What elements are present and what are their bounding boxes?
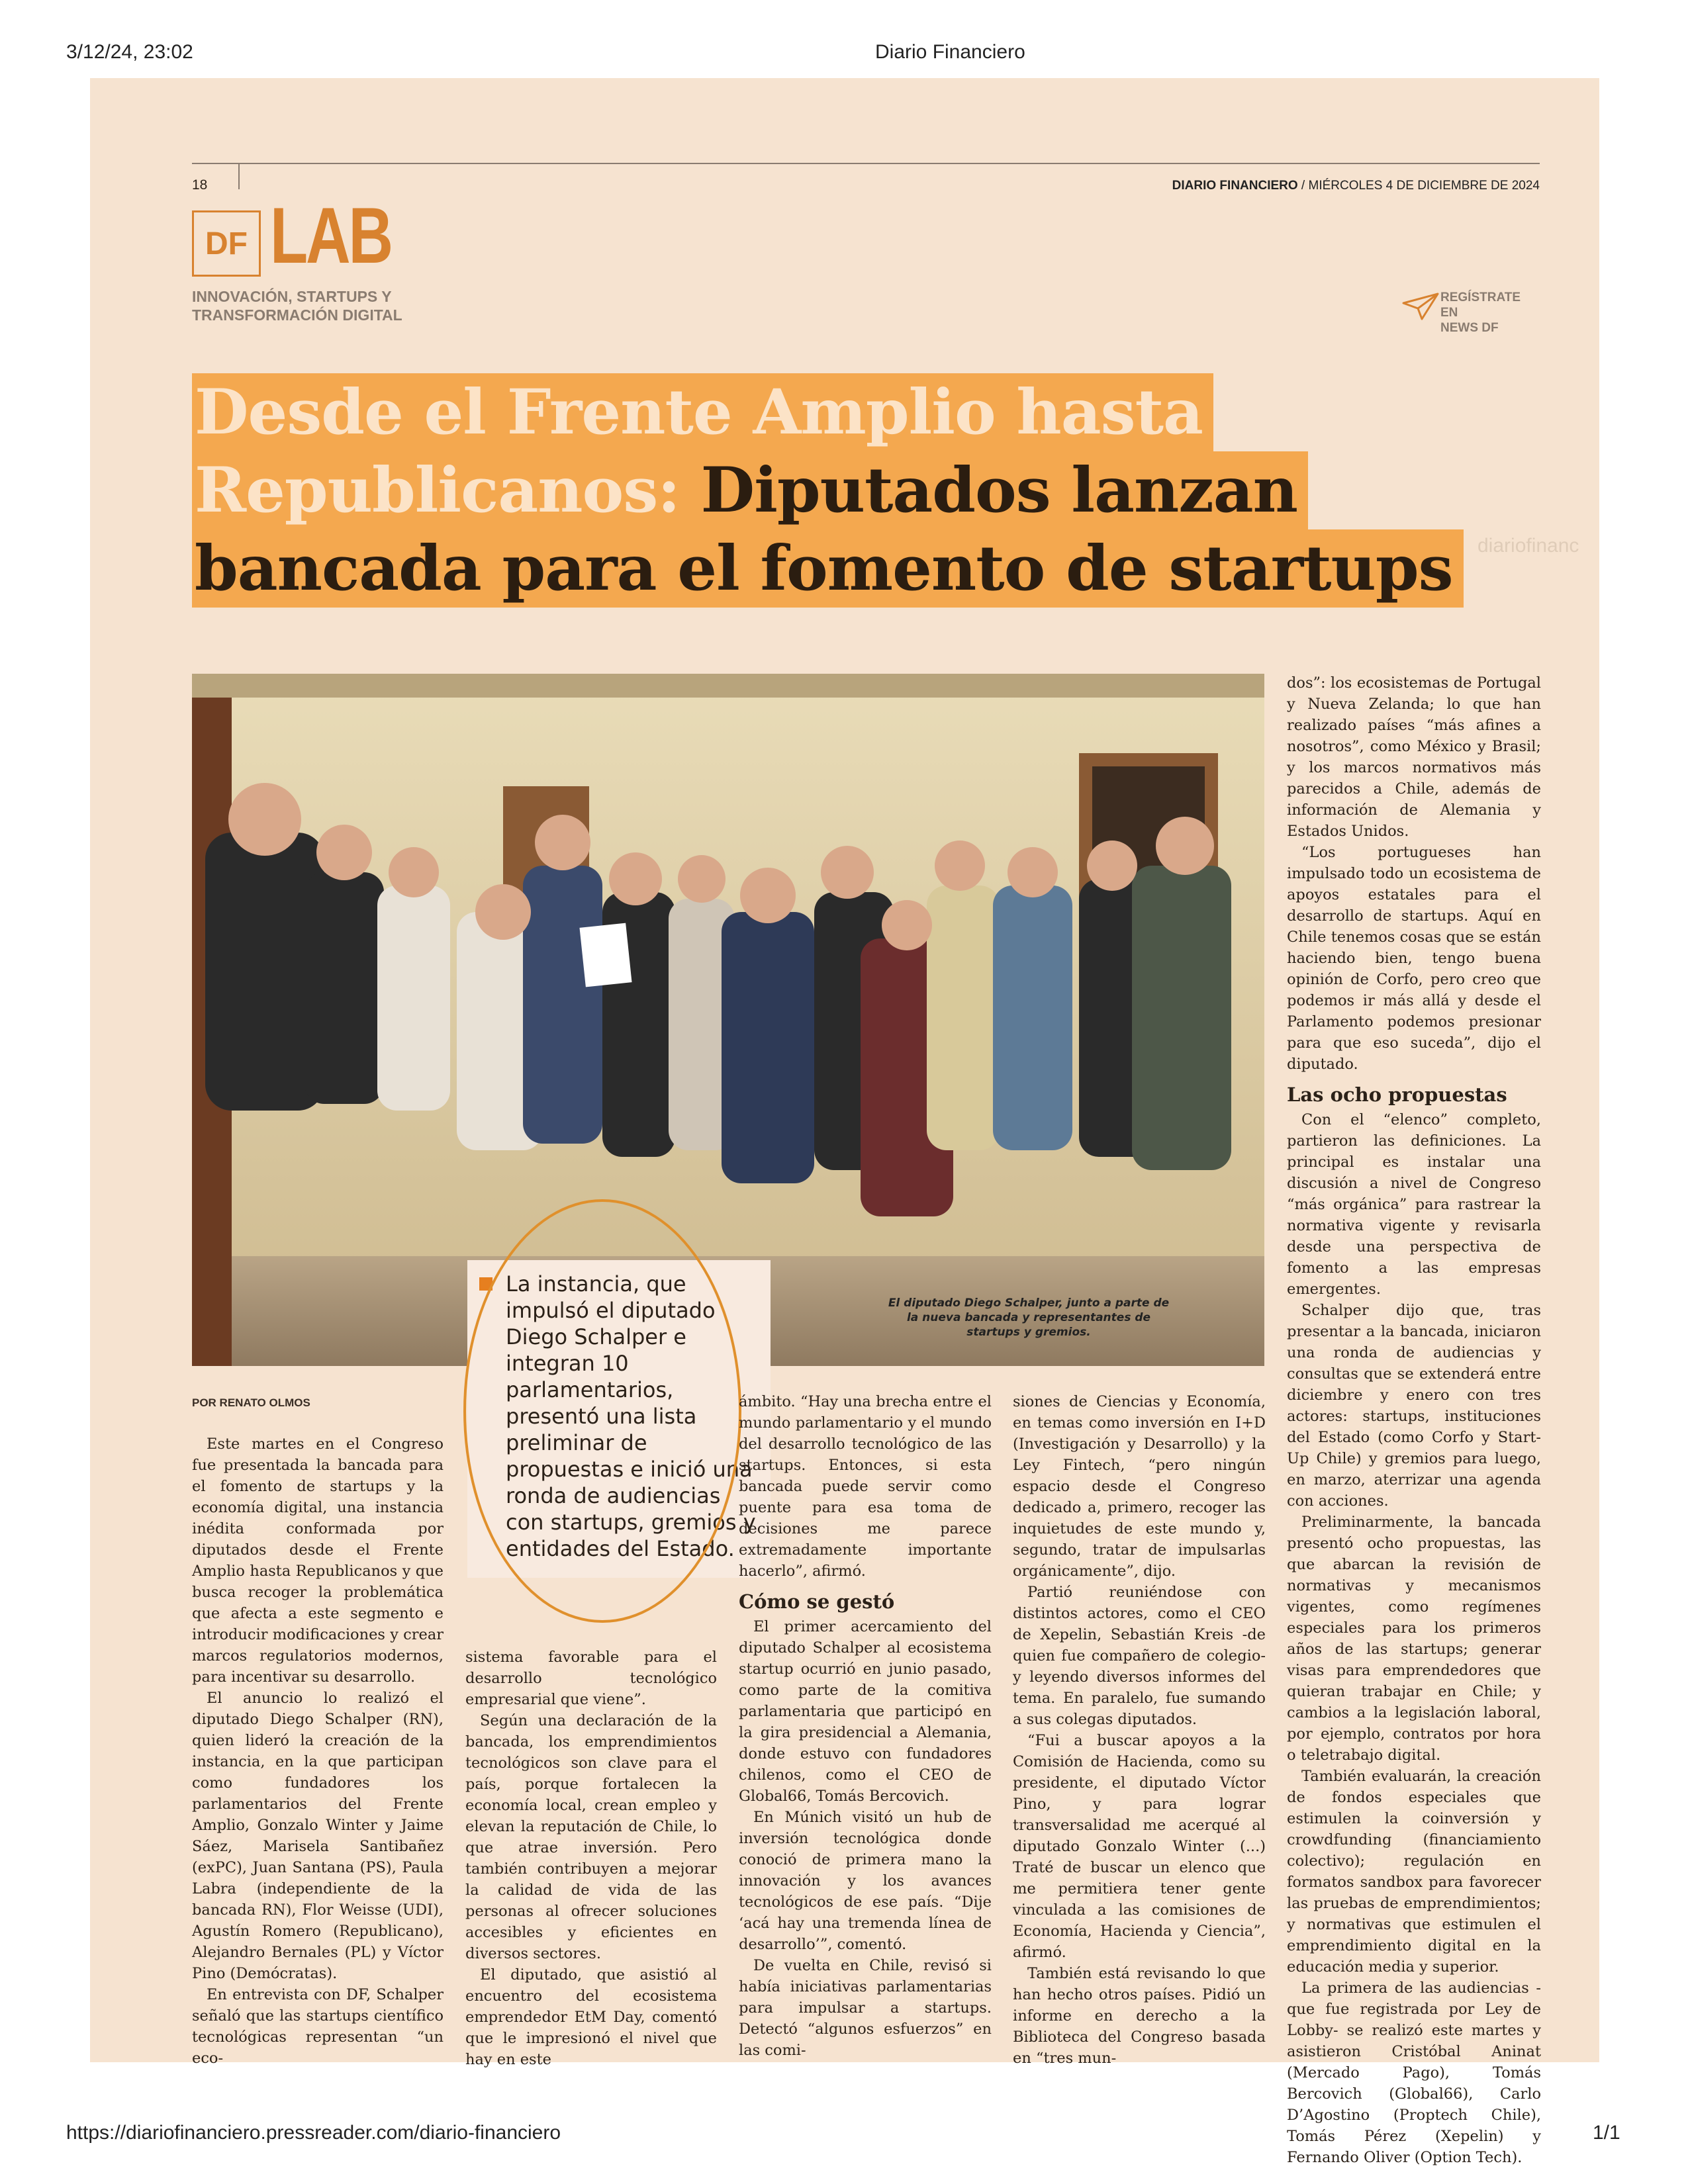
paragraph: Con el “elenco” completo, partieron las definiciones. La principal es instalar una discusión a nivel de Congreso “más orgánica” para rastrear la normativa vigente y revisarla desde una perspectiva de fomento a las empresas emergentes. [1287, 1111, 1541, 1298]
paragraph: Partió reuniéndose con distintos actores, como el CEO de Xepelin, Sebastián Kreis -de quien fue compañero de colegio- y leyendo diversos informes del tema. En paralelo, fue sumando a sus colegas diputados. [1013, 1584, 1266, 1728]
publication-date: / MIÉRCOLES 4 DE DICIEMBRE DE 2024 [1297, 179, 1540, 193]
article-column-1 [192, 1433, 444, 2069]
paragraph: Schalper dijo que, tras presentar a la bancada, iniciaron una ronda de audiencias y consultas que se extenderá entre diciembre y enero con tres actores: startups, instituciones del Estado (como Corfo y Start-Up Chile) y gremios para luego, en marzo, aterrizar una agenda con acciones. [1287, 1302, 1541, 1510]
headline-line2-light: Republicanos: [195, 454, 680, 527]
browser-page-title: Diario Financiero [875, 41, 1025, 63]
paragraph: También evaluarán, la creación de fondos especiales que estimulen la coinversión y crowdfunding (financiamiento colectivo); regulación en formatos sandbox para favorecer las pruebas de emprendimientos; y normativas que estimulen el emprendimiento digital en la educación media y superior. [1287, 1768, 1541, 1976]
register-line1: REGÍSTRATE EN [1440, 291, 1521, 320]
browser-datetime: 3/12/24, 23:02 [66, 41, 193, 63]
headline-line2-dark: Diputados lanzan [679, 454, 1297, 527]
bullet-square-icon [479, 1277, 492, 1291]
watermark-right: diariofinanc [1477, 535, 1579, 557]
section-subtitle [192, 287, 404, 324]
paragraph: ámbito. “Hay una brecha entre el mundo parlamentario y el mundo del desarrollo tecnológico de las startups. Entonces, si esta bancada puede servir como puente para esa toma de decisiones me parece extremadamente importante hacerlo”, afirmó. [739, 1393, 992, 1580]
photo-caption: El diputado Diego Schalper, junto a parte de la nueva bancada y representantes de startups y gremios. [888, 1297, 1170, 1339]
paragraph: Según una declaración de la bancada, los emprendimientos tecnológicos son clave para el país, porque fortalecen la economía local, crean empleo y elevan la reputación de Chile, lo que atrae inversión. Pero también contribuyen a mejorar la calidad de vida de las personas al ofrecer soluciones accesibles y eficientes en diversos sectores. [465, 1712, 717, 1962]
paragraph: siones de Ciencias y Economía, en temas como inversión en I+D (Investigación y Desarrollo) y la Ley Fintech, “pero ningún espacio desde el Congreso dedicado a, primero, recoger las inquietudes de este mundo y, segundo, tratar de impulsarlas orgánicamente”, dijo. [1013, 1393, 1266, 1580]
section-subtitle-line2: TRANSFORMACIÓN DIGITAL [192, 306, 402, 324]
headline-line3: bancada para el fomento de startups [192, 529, 1464, 608]
paragraph: Este martes en el Congreso fue presentada la bancada para el fomento de startups y la economía digital, una instancia inédita conformada por diputados desde el Frente Amplio hasta Republicanos y que busca recoger la problemática que afecta a este segmento e introducir modificaciones y crear marcos regulatorios modernos, para incentivar su desarrollo. [192, 1435, 444, 1686]
paragraph: En entrevista con DF, Schalper señaló que las startups científico tecnológicas representan “un eco- [192, 1986, 444, 2067]
register-line2: NEWS DF [1440, 321, 1499, 335]
page-number-divider [238, 164, 240, 189]
article-column-2 [465, 1647, 717, 2070]
paragraph: El primer acercamiento del diputado Schalper al ecosistema startup ocurrió en junio pasado, como parte de la comitiva parlamentaria que participó en la gira presidencial a Alemania, donde estuvo con fundadores chilenos, como el CEO de Global66, Tomás Bercovich. [739, 1618, 992, 1805]
register-news-link[interactable] [1440, 290, 1540, 336]
top-rule [192, 163, 1540, 164]
headline [192, 373, 1582, 608]
byline: POR RENATO OLMOS [192, 1396, 310, 1409]
lab-logo: LAB [270, 191, 392, 280]
paragraph: En Múnich visitó un hub de inversión tecnológica donde conoció de primera mano la innovación y los avances tecnológicos de ese país. “Dije ‘acá hay una tremenda línea de desarrollo’”, comentó. [739, 1809, 992, 1953]
article-column-3 [739, 1391, 992, 2061]
paragraph: De vuelta en Chile, revisó si había iniciativas parlamentarias para impulsar a startups. Detectó “algunos esfuerzos” en las comi- [739, 1957, 992, 2059]
paragraph: “Fui a buscar apoyos a la Comisión de Hacienda, como su presidente, el diputado Víctor Pino, y para lograr transversalidad me acerqué al diputado Gonzalo Winter (...) Traté de buscar un elenco que me permitiera tener gente vinculada a las comisiones de Economía, Hacienda y Ciencia”, afirmó. [1013, 1732, 1266, 1961]
paragraph: sistema favorable para el desarrollo tecnológico empresarial que viene”. [465, 1649, 717, 1708]
paper-plane-icon[interactable] [1402, 290, 1439, 322]
paragraph: dos”: los ecosistemas de Portugal y Nueva Zelanda; lo que han realizado países “más afines a nosotros”, como México y Brasil; y los marcos normativos más parecidos a Chile, además de información de Alemania y Estados Unidos. [1287, 674, 1541, 840]
headline-line2 [192, 451, 1308, 529]
paragraph: El diputado, que asistió al encuentro del ecosistema emprendedor EtM Day, comentó que le impresionó el nivel que hay en este [465, 1966, 717, 2068]
subheading-ocho-propuestas: Las ocho propuestas [1287, 1083, 1507, 1106]
paragraph: Preliminarmente, la bancada presentó ocho propuestas, las que abarcan la revisión de normativas y mecanismos vigentes, como regímenes especiales para los primeros años de las startups; generar visas para emprendedores que quieran trabajar en Chile; y cambios a la legislación laboral, por ejemplo, contratos por hora o teletrabajo digital. [1287, 1514, 1541, 1764]
publication-name: DIARIO FINANCIERO [1172, 179, 1298, 193]
paragraph: “Los portugueses han impulsado todo un ecosistema de apoyos estatales para el desarrollo de startups. Aquí en Chile tenemos cosas que se están haciendo bien, tengo buena opinión de Corfo, pero creo que podemos ir más allá y desde el Parlamento podemos presionar para que eso suceda”, dijo el diputado. [1287, 844, 1541, 1073]
paragraph: El anuncio lo realizó el diputado Diego Schalper (RN), quien lideró la creación de la instancia, en la que participan como fundadores los parlamentarios del Frente Amplio, Gonzalo Winter y Jaime Sáez, Marisela Santibañez (exPC), Juan Santana (PS), Paula Labra (independiente de la bancada RN), Flor Weisse (UDI), Agustín Romero (Republicano), Alejandro Bernales (PL) y Víctor Pino (Demócratas). [192, 1690, 444, 1982]
dateline [1172, 179, 1540, 193]
paragraph: La primera de las audiencias -que fue registrada por Ley de Lobby- se realizó este martes y asistieron Cristóbal Aninat (Mercado Pago), Tomás Bercovich (Global66), Carlo D’Agostino (Proptech Chile), Tomás Pérez (Xepelin) y Fernando Oliver (Option Tech). [1287, 1979, 1541, 2166]
browser-page-count: 1/1 [1593, 2122, 1620, 2144]
article-column-4 [1013, 1391, 1266, 2069]
section-subtitle-line1: INNOVACIÓN, STARTUPS Y [192, 288, 392, 305]
subheading-como-se-gesto: Cómo se gestó [739, 1590, 895, 1613]
pull-quote-text: La instancia, que impulsó el diputado Diego Schalper e integran 10 parlamentarios, presentó una lista preliminar de propuestas e inició una ronda de audiencias con startups, gremios y entidades del Estado. [506, 1271, 756, 1561]
paragraph: También está revisando lo que han hecho otros países. Pidió un informe en derecho a la Biblioteca del Congreso basada en “tres mun- [1013, 1965, 1266, 2067]
headline-line1: Desde el Frente Amplio hasta [192, 373, 1213, 451]
df-logo: DF [192, 210, 261, 277]
browser-url[interactable]: https://diariofinanciero.pressreader.com/diario-financiero [66, 2122, 561, 2144]
page-number: 18 [192, 177, 208, 193]
pull-quote [467, 1260, 771, 1578]
article-column-5 [1287, 672, 1541, 2168]
